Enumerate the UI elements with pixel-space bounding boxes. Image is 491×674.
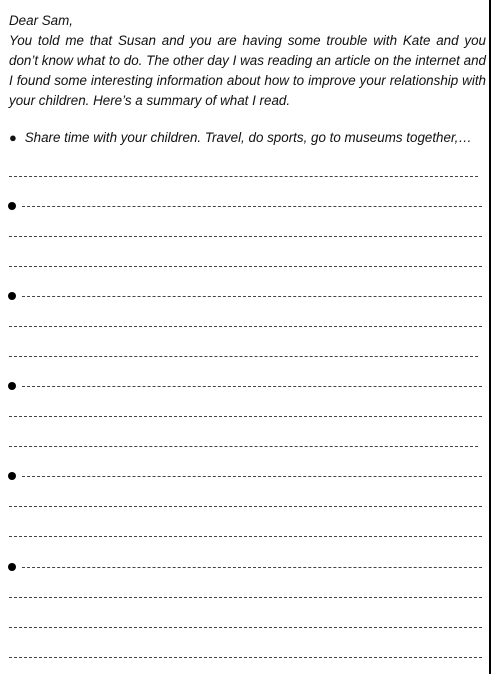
answer-line[interactable] [9, 416, 482, 417]
answer-line[interactable] [22, 296, 482, 297]
bullet-icon [8, 382, 16, 390]
answer-line[interactable] [9, 446, 478, 447]
answer-line[interactable] [22, 476, 482, 477]
letter-greeting: Dear Sam, [9, 13, 73, 28]
letter-body: You told me that Susan and you are having some trouble with Kate and you don’t know what to do. The other day I was reading an article on the internet and I found some interesting information about how to improve your relationship with your children. Here’s a summary of what I read. [9, 33, 486, 108]
answer-line[interactable] [9, 176, 478, 177]
answer-line[interactable] [9, 266, 482, 267]
answer-line[interactable] [22, 567, 482, 568]
answer-line[interactable] [9, 326, 482, 327]
summary-first-point-text: Share time with your children. Travel, do sports, go to museums together,… [24, 130, 472, 145]
answer-line[interactable] [9, 657, 482, 658]
summary-first-point [9, 128, 487, 148]
answer-line[interactable] [9, 536, 482, 537]
bullet-icon [8, 292, 16, 300]
answer-line[interactable] [9, 627, 482, 628]
bullet-icon: ● [9, 130, 17, 145]
answer-line[interactable] [9, 236, 482, 237]
answer-line[interactable] [9, 356, 478, 357]
answer-line[interactable] [22, 386, 482, 387]
answer-line[interactable] [9, 506, 482, 507]
answer-line[interactable] [22, 206, 482, 207]
bullet-icon [8, 563, 16, 571]
answer-line[interactable] [9, 597, 482, 598]
letter [9, 11, 486, 111]
bullet-icon [8, 472, 16, 480]
bullet-icon [8, 202, 16, 210]
